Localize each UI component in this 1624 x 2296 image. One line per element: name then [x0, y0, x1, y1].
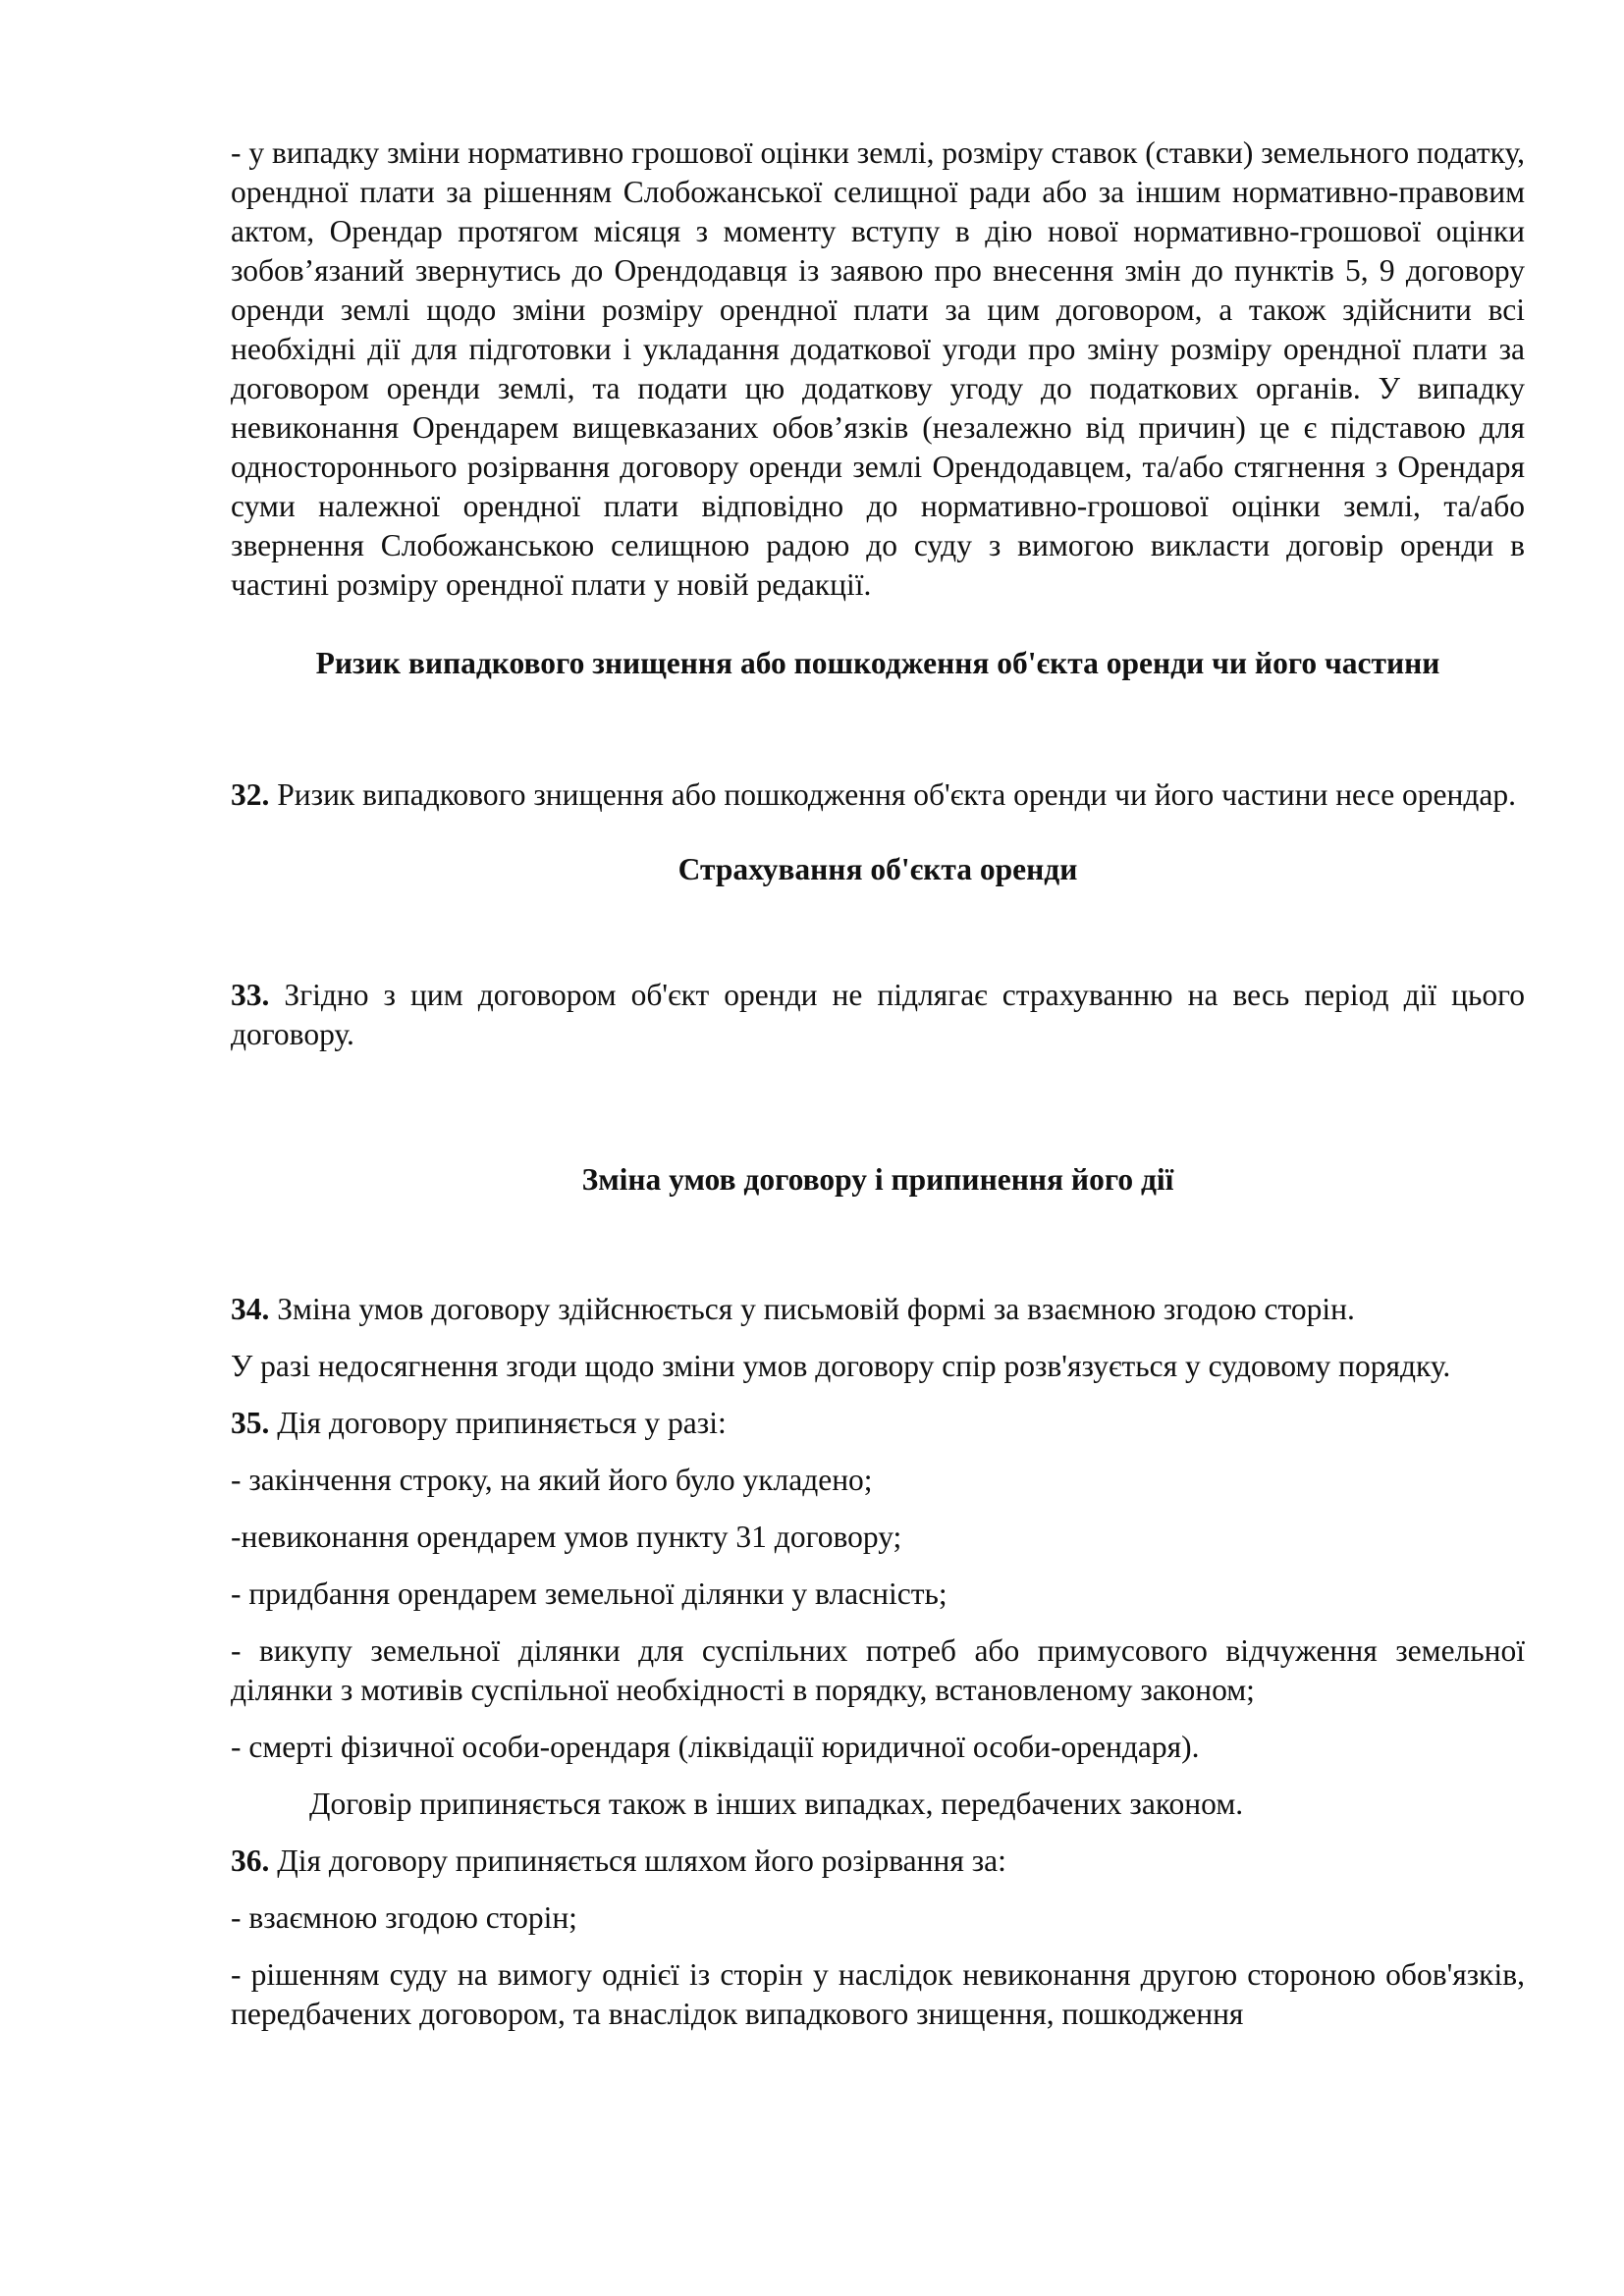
clause-35-item: - викупу земельної ділянки для суспільних потреб або примусового відчуження земельної ділянки з мотивів суспільної необхідності в порядку, встановленому законом; — [231, 1633, 1525, 1707]
clause-32 — [231, 775, 1525, 815]
clause-34-number: 34. — [231, 1292, 270, 1326]
clause-32-number: 32. — [231, 777, 270, 812]
clause-36-number: 36. — [231, 1843, 270, 1878]
intro-paragraph: - у випадку зміни нормативно грошової оцінки землі, розміру ставок (ставки) земельного податку, орендної плати за рішенням Слобожанської селищної ради або за іншим нормативно-правовим актом, Орендар протягом місяця з моменту вступу в дію нової нормативно-грошової оцінки зобов’язаний звернутись до Орендодавця із заявою про внесення змін до пунктів 5, 9 договору оренди землі щодо зміни розміру орендної плати за цим договором, а також здійснити всі необхідні дії для підготовки і укладання додаткової угоди про зміну розміру орендної плати за договором оренди землі, та подати цю додаткову угоду до податкових органів. У випадку невиконання Орендарем вищевказаних обов’язків (незалежно від причин) це є підставою для одностороннього розірвання договору оренди землі Орендодавцем, та/або стягнення з Орендаря суми належної орендної плати відповідно до нормативно-грошової оцінки землі, та/або звернення Слобожанською селищною радою до суду з вимогою викласти договір оренди в частині розміру орендної плати у новій редакції. — [231, 135, 1526, 602]
clause-35-item: -невиконання орендарем умов пункту 31 договору; — [231, 1520, 902, 1554]
clause-32-text: Ризик випадкового знищення або пошкодження об'єкта оренди чи його частини несе орендар. — [269, 777, 1517, 812]
clause-35-text: Дія договору припиняється у разі: — [269, 1406, 727, 1440]
clause-33 — [231, 976, 1525, 1054]
clause-35-number: 35. — [231, 1406, 270, 1440]
clause-35-item: - закінчення строку, на який його було укладено; — [231, 1463, 873, 1497]
clause-35-item: - смерті фізичної особи-орендаря (ліквідації юридичної особи-орендаря). — [231, 1730, 1200, 1764]
clause-34-text: Зміна умов договору здійснюється у письмовій формі за взаємною згодою сторін. — [269, 1292, 1355, 1326]
change-heading: Зміна умов договору і припинення його дії — [581, 1162, 1174, 1197]
clause-34 — [231, 1290, 1525, 1329]
document-page — [231, 133, 1525, 2034]
insurance-heading: Страхування об'єкта оренди — [677, 852, 1078, 886]
risk-heading: Ризик випадкового знищення або пошкодження об'єкта оренди чи його частини — [315, 646, 1440, 680]
clause-33-number: 33. — [231, 978, 270, 1012]
clause-34-paragraph-2: У разі недосягнення згоди щодо зміни умов договору спір розв'язується у судовому порядку. — [231, 1349, 1451, 1383]
clause-33-text: Згідно з цим договором об'єкт оренди не підлягає страхуванню на весь період дії цього договору. — [231, 978, 1525, 1051]
clause-35-item: - придбання орендарем земельної ділянки у власність; — [231, 1576, 947, 1611]
clause-35-note: Договір припиняється також в інших випадках, передбачених законом. — [309, 1787, 1244, 1821]
clause-35 — [231, 1404, 1525, 1443]
clause-36-text: Дія договору припиняється шляхом його розірвання за: — [269, 1843, 1006, 1878]
clause-36-item: - рішенням суду на вимогу однієї із сторін у наслідок невиконання другою стороною обов'язків, передбачених договором, та внаслідок випадкового знищення, пошкодження — [231, 1957, 1525, 2031]
clause-36 — [231, 1842, 1525, 1881]
clause-36-item: - взаємною згодою сторін; — [231, 1900, 577, 1935]
